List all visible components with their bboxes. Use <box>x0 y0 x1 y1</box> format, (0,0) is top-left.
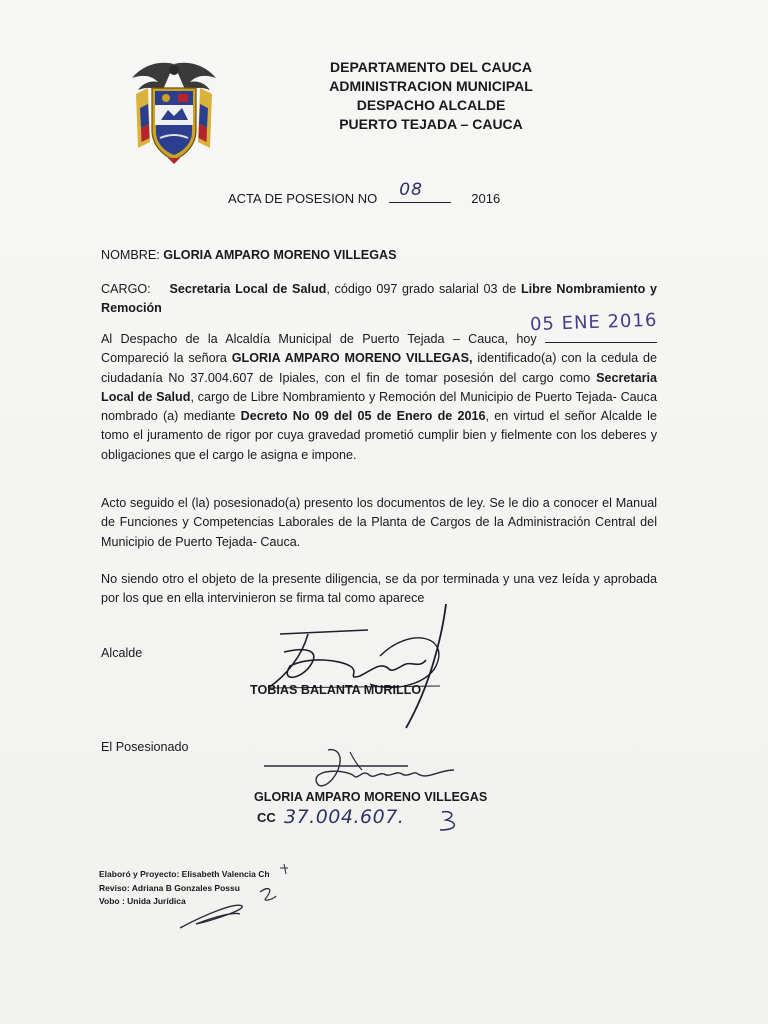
alcalde-label: Alcalde <box>101 646 143 660</box>
posesionado-label: El Posesionado <box>101 740 189 754</box>
p1-decreto: Decreto No 09 del 05 de Enero de 2016 <box>240 409 486 424</box>
footer-elaborated: Elaboró y Proyecto: Elisabeth Valencia Ch <box>99 869 270 879</box>
nombre-label: NOMBRE: <box>101 248 160 262</box>
p1-text-5: , en virtud el señor Alcalde le tomo el juramento de rigor por cuya gravedad prometió cumplir bien y fielmente con los deberes y obligaciones que el cargo le asigna e impone. <box>101 409 657 462</box>
p1-text-2: Compareció la señora <box>101 351 232 366</box>
posesion-paragraph <box>101 330 657 465</box>
cc-label: CC <box>257 810 276 825</box>
alcalde-signature <box>250 596 470 736</box>
acta-number: 08 <box>399 180 423 200</box>
acta-number-field <box>389 180 451 203</box>
p1-text-1: Al Despacho de la Alcaldía Municipal de Puerto Tejada – Cauca, hoy <box>101 332 545 346</box>
footer-reviewed: Reviso: Adriana B Gonzales Possu <box>99 882 240 893</box>
cargo-mid: , código 097 grado salarial 03 de <box>326 282 521 296</box>
cargo-label: CARGO: <box>101 282 151 296</box>
p1-cargo: Secretaria Local de Salud <box>101 370 657 404</box>
header-administration: ADMINISTRACION MUNICIPAL <box>329 78 533 94</box>
cargo-title: Secretaria Local de Salud <box>169 282 327 296</box>
header-department: DEPARTAMENTO DEL CAUCA <box>330 59 532 75</box>
acta-year: 2016 <box>471 191 501 206</box>
acta-title <box>228 180 501 206</box>
p1-text-4: , cargo de Libre Nombramiento y Remoción del Municipio de Puerto Tejada- Cauca nombrado (a) mediante <box>101 389 657 424</box>
header-city: PUERTO TEJADA – CAUCA <box>339 116 523 132</box>
coat-of-arms-logo <box>128 58 220 166</box>
date-stamp: 05 ENE 2016 <box>529 309 658 336</box>
nombre-line <box>101 246 657 265</box>
footer-initials <box>176 862 296 934</box>
cc-number: 37.004.607. <box>284 806 405 828</box>
header-office: DESPACHO ALCALDE <box>356 97 506 113</box>
posesionado-name: GLORIA AMPARO MORENO VILLEGAS <box>254 790 488 804</box>
alcalde-name: TOBIAS BALANTA MURILLO <box>250 683 422 697</box>
documents-paragraph: Acto seguido el (la) posesionado(a) presento los documentos de ley. Se le dio a conocer el Manual de Funciones y Competencias Laborales de la Planta de Cargos de la Administración Central del Municipio de Puerto Tejada- Cauca. <box>101 496 657 549</box>
p1-name: GLORIA AMPARO MORENO VILLEGAS, <box>231 351 473 366</box>
cargo-type: Libre Nombramiento y Remoción <box>101 282 657 316</box>
footer-approved: Vobo : Unida Jurídica <box>99 896 186 906</box>
p1-text-3: identificado(a) con la cedula de ciudadanía No 37.004.607 de Ipiales, con el fin de tomar posesión del cargo como <box>101 351 658 385</box>
nombre-value: GLORIA AMPARO MORENO VILLEGAS <box>163 248 397 262</box>
acta-label: ACTA DE POSESION NO <box>228 191 378 206</box>
closing-paragraph: No siendo otro el objeto de la presente diligencia, se da por terminada y una vez leída y aprobada por los que en ella intervinieron se firma tal como aparece <box>101 572 657 606</box>
institution-header <box>300 58 562 134</box>
cc-mark <box>436 808 466 834</box>
